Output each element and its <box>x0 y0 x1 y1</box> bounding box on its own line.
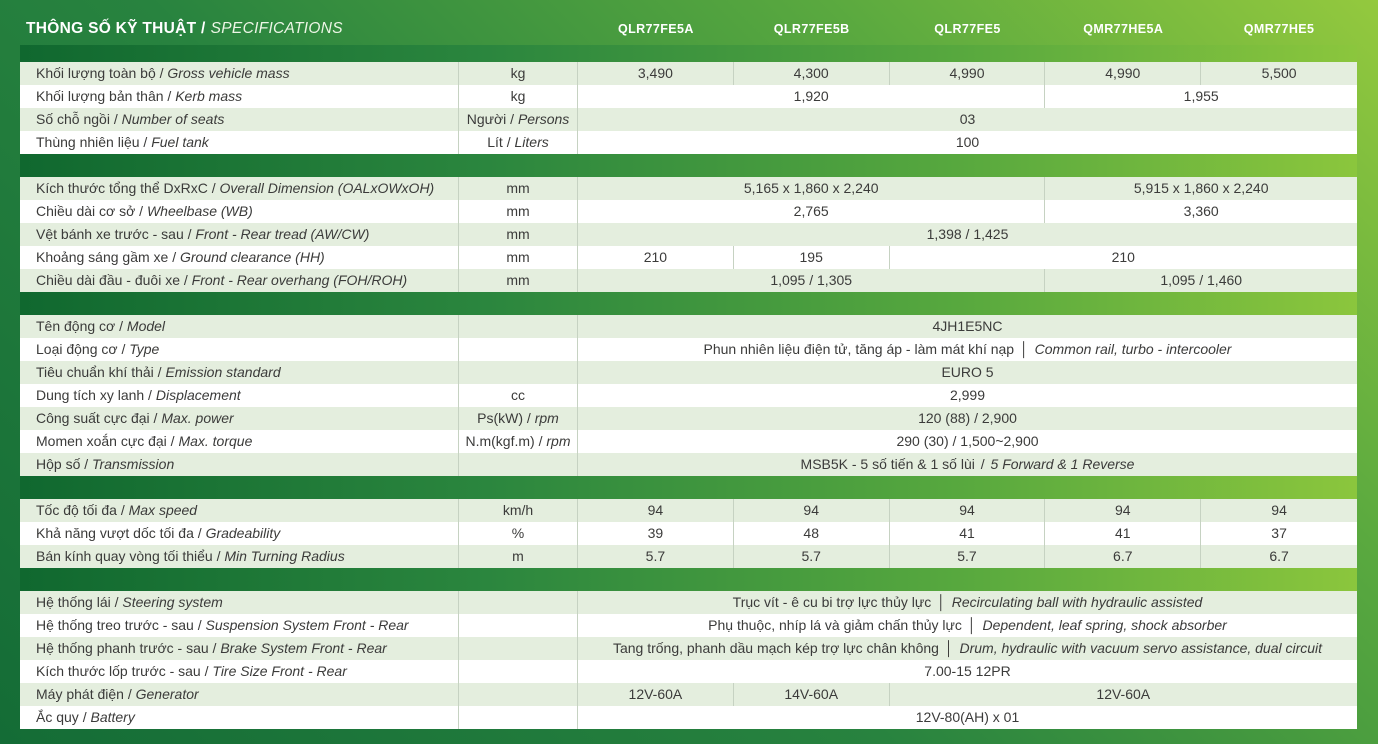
row-label-en: Gross vehicle mass <box>167 65 290 81</box>
spec-cell: 94 <box>578 499 734 522</box>
spec-cell: 2,999 <box>949 387 986 403</box>
spec-cell: 94 <box>890 499 1046 522</box>
spec-cell: 5,165 x 1,860 x 2,240 <box>578 177 1045 200</box>
row-label-vn: Hộp số <box>36 456 81 472</box>
row-label-vn: Ắc quy <box>36 709 79 725</box>
row-label-vn: Kích thước tổng thể DxRxC <box>36 180 208 196</box>
row-label <box>20 522 458 545</box>
label-separator: / <box>208 640 221 656</box>
section-divider <box>20 476 1357 499</box>
model-header: QLR77FE5A <box>617 22 694 36</box>
cell-value-vn: Phun nhiên liệu điện tử, tăng áp - làm mát khí nạp <box>703 341 1015 357</box>
row-unit <box>458 706 578 729</box>
spec-cell: 4,990 <box>1045 62 1201 85</box>
spec-cell: 14V-60A <box>734 683 890 706</box>
row-label-vn: Bán kính quay vòng tối thiểu <box>36 548 213 564</box>
spec-cell: 4,990 <box>890 62 1046 85</box>
spec-cell <box>578 591 1357 614</box>
row-label <box>20 591 458 614</box>
label-separator: / <box>183 226 196 242</box>
spec-cell: 1,095 / 1,460 <box>1160 272 1243 288</box>
row-label-vn: Momen xoắn cực đại <box>36 433 167 449</box>
unit-vn: mm <box>506 180 530 196</box>
row-label-vn: Thùng nhiên liệu <box>36 134 140 150</box>
spec-section <box>20 591 1357 729</box>
unit-vn: mm <box>506 203 530 219</box>
row-label-en: Max speed <box>128 502 198 518</box>
label-separator: / <box>149 410 162 426</box>
label-separator: / <box>139 134 152 150</box>
cell-value-vn: Trục vít - ê cu bi trợ lực thủy lực <box>732 594 932 610</box>
row-label <box>20 62 458 85</box>
page-title <box>26 20 343 38</box>
page-title-en: SPECIFICATIONS <box>210 20 343 37</box>
unit-separator: / <box>534 433 547 449</box>
section-divider <box>20 292 1357 315</box>
spec-row <box>20 269 1357 292</box>
label-separator: / <box>193 525 206 541</box>
spec-cell: 94 <box>734 499 890 522</box>
row-label <box>20 637 458 660</box>
row-label <box>20 545 458 568</box>
row-unit <box>458 85 578 108</box>
spec-cell: 1,398 / 1,425 <box>926 226 1009 242</box>
row-label-vn: Tên động cơ <box>36 318 116 334</box>
unit-vn: mm <box>506 272 530 288</box>
unit-vn: Lít <box>487 134 503 150</box>
spec-cell: 3,490 <box>578 62 734 85</box>
spec-row <box>20 315 1357 338</box>
row-label-vn: Khối lượng toàn bộ <box>36 65 156 81</box>
label-separator: / <box>168 249 180 265</box>
model-header: QMR77HE5 <box>1243 22 1315 36</box>
row-label-vn: Dung tích xy lanh <box>36 387 145 403</box>
cell-value-en: Dependent, leaf spring, shock absorber <box>982 617 1227 633</box>
row-label-en: Steering system <box>122 594 223 610</box>
spec-row <box>20 499 1357 522</box>
row-label-vn: Chiều dài cơ sở <box>36 203 136 219</box>
spec-cell: 5,915 x 1,860 x 2,240 <box>1133 180 1269 196</box>
row-unit <box>458 430 578 453</box>
spec-cell: 6.7 <box>1045 545 1201 568</box>
spec-cell: 5.7 <box>890 545 1046 568</box>
row-label-en: Tire Size Front - Rear <box>212 663 347 679</box>
unit-en: rpm <box>546 433 571 449</box>
spec-cell: EURO 5 <box>941 364 994 380</box>
spec-cell <box>578 453 1357 476</box>
unit-vn: kg <box>510 88 526 104</box>
spec-row <box>20 614 1357 637</box>
spec-row <box>20 453 1357 476</box>
cell-value-en: Recirculating ball with hydraulic assisted <box>951 594 1203 610</box>
spec-row <box>20 706 1357 729</box>
unit-vn: Ps(kW) <box>477 410 524 426</box>
unit-vn: mm <box>506 249 530 265</box>
row-label <box>20 269 458 292</box>
spec-cell: 48 <box>734 522 890 545</box>
spec-cell: 94 <box>1271 502 1287 518</box>
spec-cell <box>578 338 1357 361</box>
spec-cell: 210 <box>578 246 734 269</box>
spec-cell: 37 <box>1271 525 1287 541</box>
row-unit <box>458 683 578 706</box>
label-separator: / <box>123 686 136 702</box>
spec-cell: 4,300 <box>734 62 890 85</box>
unit-vn: N.m(kgf.m) <box>465 433 535 449</box>
spec-row <box>20 430 1357 453</box>
unit-en: Persons <box>517 111 570 127</box>
spec-row <box>20 660 1357 683</box>
row-label-vn: Hệ thống treo trước - sau <box>36 617 194 633</box>
cell-separator: │ <box>963 617 981 633</box>
spec-row <box>20 177 1357 200</box>
row-unit <box>458 177 578 200</box>
row-label <box>20 361 458 384</box>
section-divider <box>20 568 1357 591</box>
unit-vn: cc <box>511 387 525 403</box>
row-unit <box>458 269 578 292</box>
spec-cell <box>578 637 1357 660</box>
cell-value-en: Drum, hydraulic with vacuum servo assistance, dual circuit <box>959 640 1323 656</box>
row-unit <box>458 660 578 683</box>
spec-row <box>20 200 1357 223</box>
cell-value-en: Common rail, turbo - intercooler <box>1034 341 1232 357</box>
row-label <box>20 177 458 200</box>
spec-row <box>20 683 1357 706</box>
model-header: QLR77FE5 <box>934 22 1001 36</box>
label-separator: / <box>109 111 122 127</box>
row-label-en: Displacement <box>155 387 241 403</box>
row-label <box>20 131 458 154</box>
row-label-vn: Công suất cực đại <box>36 410 150 426</box>
row-label-en: Type <box>129 341 160 357</box>
label-separator: / <box>193 617 206 633</box>
unit-en: Liters <box>514 134 549 150</box>
row-unit <box>458 591 578 614</box>
label-separator: / <box>78 709 91 725</box>
row-label-en: Battery <box>90 709 135 725</box>
row-label-vn: Vệt bánh xe trước - sau <box>36 226 184 242</box>
unit-vn: m <box>512 548 524 564</box>
unit-vn: mm <box>506 226 530 242</box>
spec-cell: 7.00-15 12PR <box>924 663 1011 679</box>
row-label-vn: Hệ thống phanh trước - sau <box>36 640 209 656</box>
row-label-vn: Khả năng vượt dốc tối đa <box>36 525 194 541</box>
spec-cell: 41 <box>1045 522 1201 545</box>
section-divider <box>20 154 1357 177</box>
row-unit <box>458 223 578 246</box>
row-unit <box>458 108 578 131</box>
unit-vn: kg <box>510 65 526 81</box>
label-separator: / <box>135 203 147 219</box>
spec-cell: 39 <box>578 522 734 545</box>
spec-cell <box>578 614 1357 637</box>
row-label-vn: Tốc độ tối đa <box>36 502 117 518</box>
row-label-vn: Kích thước lốp trước - sau <box>36 663 201 679</box>
row-label-en: Transmission <box>92 456 175 472</box>
unit-en: rpm <box>534 410 559 426</box>
unit-vn: Người <box>466 111 507 127</box>
label-separator: / <box>110 594 123 610</box>
spec-row <box>20 637 1357 660</box>
spec-row <box>20 545 1357 568</box>
cell-separator: │ <box>933 594 950 610</box>
label-separator: / <box>163 88 176 104</box>
row-label <box>20 108 458 131</box>
row-unit <box>458 545 578 568</box>
spec-row <box>20 338 1357 361</box>
row-label-en: Generator <box>135 686 199 702</box>
cell-value-en: 5 Forward & 1 Reverse <box>990 456 1135 472</box>
label-separator: / <box>115 318 127 334</box>
spec-section <box>20 62 1357 154</box>
row-label-en: Ground clearance (HH) <box>180 249 325 265</box>
row-unit <box>458 361 578 384</box>
spec-cell: 1,920 <box>578 85 1045 108</box>
row-label-vn: Loại động cơ <box>36 341 118 357</box>
spec-cell: 195 <box>734 246 890 269</box>
spec-row <box>20 384 1357 407</box>
row-label-vn: Chiều dài đầu - đuôi xe <box>36 272 180 288</box>
spec-cell: 5.7 <box>578 545 734 568</box>
spec-row <box>20 361 1357 384</box>
unit-vn: km/h <box>502 502 534 518</box>
spec-cell: 03 <box>959 111 976 127</box>
row-label-en: Max. torque <box>178 433 253 449</box>
spec-cell: 5.7 <box>734 545 890 568</box>
label-separator: / <box>117 341 130 357</box>
spec-row <box>20 108 1357 131</box>
row-label-vn: Khối lượng bản thân <box>36 88 164 104</box>
spec-cell: 3,360 <box>1183 203 1219 219</box>
spec-row <box>20 85 1357 108</box>
spec-row <box>20 223 1357 246</box>
label-separator: / <box>144 387 156 403</box>
label-separator: / <box>116 502 129 518</box>
row-label-en: Kerb mass <box>175 88 243 104</box>
row-unit <box>458 637 578 660</box>
spec-row <box>20 246 1357 269</box>
cell-value-vn: MSB5K - 5 số tiến & 1 số lùi <box>800 456 975 472</box>
spec-cell: 1,095 / 1,305 <box>578 269 1045 292</box>
row-label-vn: Số chỗ ngồi <box>36 111 110 127</box>
spec-row <box>20 62 1357 85</box>
spec-cell: 210 <box>1111 249 1135 265</box>
row-unit <box>458 131 578 154</box>
row-label <box>20 706 458 729</box>
cell-value-vn: Tang trống, phanh dầu mạch kép trợ lực chân không <box>612 640 939 656</box>
row-label-en: Brake System Front - Rear <box>220 640 387 656</box>
model-header: QLR77FE5B <box>773 22 850 36</box>
row-unit <box>458 384 578 407</box>
row-label-en: Min Turning Radius <box>224 548 345 564</box>
label-separator: / <box>155 65 168 81</box>
row-label-en: Model <box>126 318 166 334</box>
spec-cell: 4JH1E5NC <box>932 318 1003 334</box>
row-label <box>20 384 458 407</box>
row-label-en: Overall Dimension (OALxOWxOH) <box>219 180 435 196</box>
row-label <box>20 614 458 637</box>
row-label <box>20 660 458 683</box>
spec-cell: 120 (88) / 2,900 <box>918 410 1017 426</box>
unit-separator: / <box>502 134 515 150</box>
unit-separator: / <box>523 410 535 426</box>
row-label <box>20 453 458 476</box>
cell-separator: │ <box>940 640 958 656</box>
row-unit <box>458 453 578 476</box>
row-label-en: Wheelbase (WB) <box>146 203 253 219</box>
row-label-en: Fuel tank <box>151 134 209 150</box>
row-unit <box>458 522 578 545</box>
row-label <box>20 85 458 108</box>
spec-section <box>20 177 1357 292</box>
row-label <box>20 315 458 338</box>
row-label-en: Front - Rear tread (AW/CW) <box>195 226 370 242</box>
row-unit <box>458 407 578 430</box>
row-label-en: Front - Rear overhang (FOH/ROH) <box>191 272 408 288</box>
spec-cell: 12V-60A <box>578 683 734 706</box>
row-unit <box>458 246 578 269</box>
row-label <box>20 683 458 706</box>
model-header: QMR77HE5A <box>1083 22 1164 36</box>
label-separator: / <box>212 548 225 564</box>
row-label-en: Max. power <box>161 410 234 426</box>
row-unit <box>458 499 578 522</box>
spec-cell: 2,765 <box>578 200 1045 223</box>
row-label-vn: Máy phát điện <box>36 686 124 702</box>
row-label-en: Emission standard <box>165 364 281 380</box>
row-label <box>20 430 458 453</box>
spec-table <box>20 45 1357 729</box>
row-label-en: Gradeability <box>205 525 281 541</box>
spec-cell: 94 <box>1045 499 1201 522</box>
row-unit <box>458 315 578 338</box>
label-separator: / <box>166 433 179 449</box>
unit-separator: / <box>506 111 518 127</box>
row-label <box>20 223 458 246</box>
row-label-en: Number of seats <box>121 111 225 127</box>
subheader-band <box>20 45 1357 62</box>
spec-row <box>20 407 1357 430</box>
spec-cell: 6.7 <box>1269 548 1289 564</box>
label-separator: / <box>200 663 213 679</box>
row-label <box>20 407 458 430</box>
spec-cell: 1,955 <box>1183 88 1219 104</box>
spec-cell: 290 (30) / 1,500~2,900 <box>896 433 1039 449</box>
label-separator: / <box>153 364 166 380</box>
cell-value-vn: Phụ thuộc, nhíp lá và giảm chấn thủy lực <box>708 617 962 633</box>
spec-cell: 12V-80(AH) x 01 <box>915 709 1020 725</box>
spec-row <box>20 131 1357 154</box>
row-label-vn: Hệ thống lái <box>36 594 111 610</box>
table-header <box>0 0 1378 45</box>
row-label-vn: Tiêu chuẩn khí thải <box>36 364 154 380</box>
row-label <box>20 338 458 361</box>
spec-section <box>20 315 1357 476</box>
row-label <box>20 200 458 223</box>
cell-separator: / <box>976 456 989 472</box>
row-label <box>20 499 458 522</box>
spec-cell: 41 <box>890 522 1046 545</box>
model-column-headers <box>578 22 1357 36</box>
label-separator: / <box>207 180 220 196</box>
row-unit <box>458 614 578 637</box>
page-title-vn: THÔNG SỐ KỸ THUẬT / <box>26 20 206 37</box>
row-unit <box>458 338 578 361</box>
spec-cell: 5,500 <box>1261 65 1297 81</box>
spec-cell: 100 <box>955 134 980 150</box>
row-label-en: Suspension System Front - Rear <box>205 617 409 633</box>
spec-cell: 12V-60A <box>1096 686 1151 702</box>
label-separator: / <box>180 272 192 288</box>
spec-row <box>20 522 1357 545</box>
spec-section <box>20 499 1357 568</box>
unit-vn: % <box>511 525 525 541</box>
row-unit <box>458 62 578 85</box>
label-separator: / <box>80 456 93 472</box>
row-label <box>20 246 458 269</box>
spec-row <box>20 591 1357 614</box>
row-label-vn: Khoảng sáng gầm xe <box>36 249 169 265</box>
row-unit <box>458 200 578 223</box>
cell-separator: │ <box>1016 341 1033 357</box>
